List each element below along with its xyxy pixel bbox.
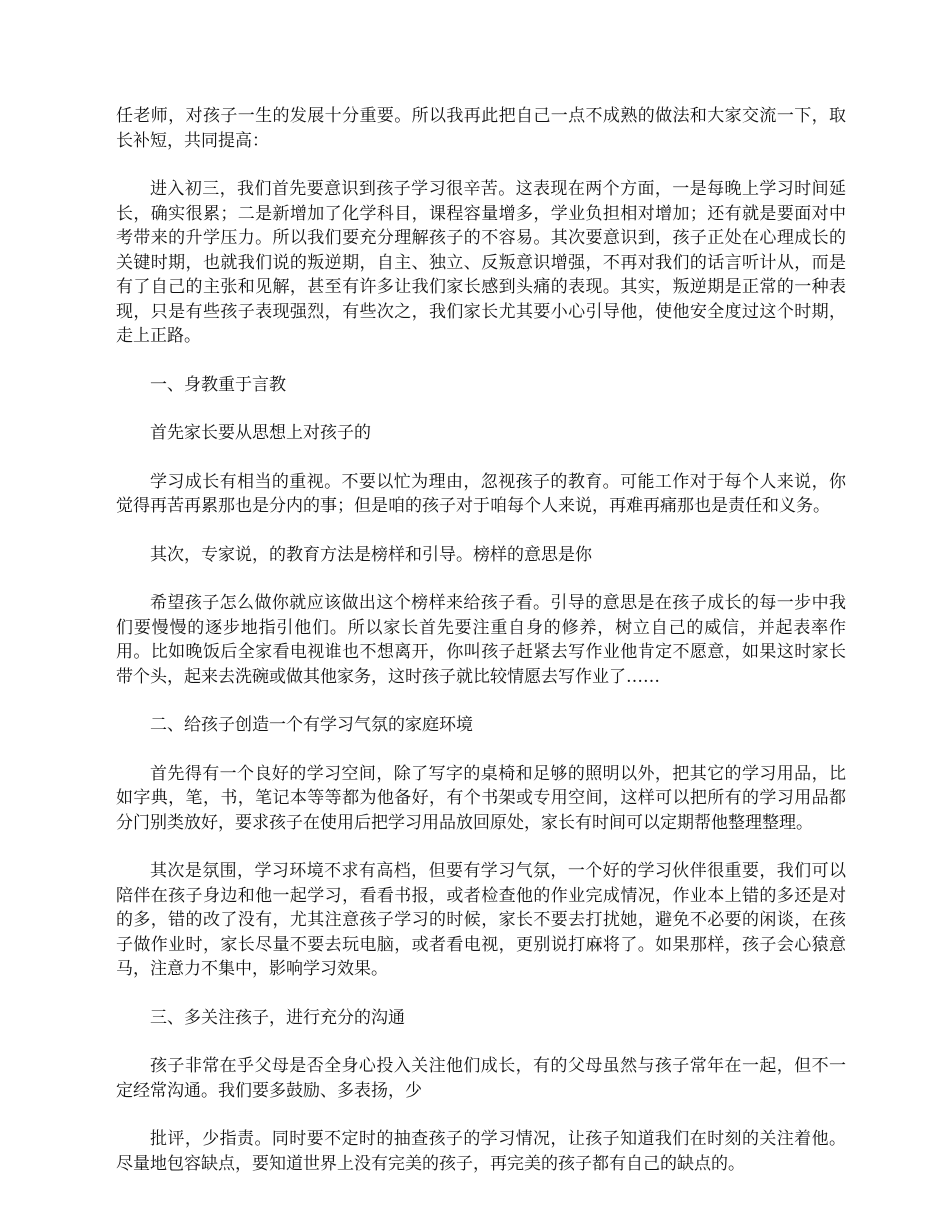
document-page (116, 104, 846, 1200)
paragraph-grade-three-awareness: 进入初三，我们首先要意识到孩子学习很辛苦。这表现在两个方面，一是每晚上学习时间延长，确实很累；二是新增加了化学科目，课程容量增多，学业负担相对增加；还有就是要面对中考带来的升学压力。所以我们要充分理解孩子的不容易。其次要意识到，孩子正处在心理成长的关键时期，也就我们说的叛逆期，自主、独立、反叛意识增强，不再对我们的话言听计从，而是有了自己的主张和见解，甚至有许多让我们家长感到头痛的表现。其实，叛逆期是正常的一种表现，只是有些孩子表现强烈，有些次之，我们家长尤其要小心引导他，使他安全度过这个时期，走上正路。 (116, 179, 846, 346)
paragraph-communication: 孩子非常在乎父母是否全身心投入关注他们成长，有的父母虽然与孩子常年在一起，但不一定经常沟通。我们要多鼓励、多表扬，少 (116, 1056, 846, 1101)
paragraph-attention-to-study: 学习成长有相当的重视。不要以忙为理由，忽视孩子的教育。可能工作对于每个人来说，你觉得再苦再累那也是分内的事；但是咱的孩子对于咱每个人来说，再难再痛那也是责任和义务。 (116, 471, 846, 516)
section-heading-2: 二、给孩子创造一个有学习气氛的家庭环境 (150, 715, 473, 735)
paragraph-study-space: 首先得有一个良好的学习空间，除了写字的桌椅和足够的照明以外，把其它的学习用品，比如字典，笔，书，笔记本等等都为他备好，有个书架或专用空间，这样可以把所有的学习用品都分门别类放好，要求孩子在使用后把学习用品放回原处，家长有时间可以定期帮他整理整理。 (116, 763, 846, 833)
paragraph-example-guidance: 希望孩子怎么做你就应该做出这个榜样来给孩子看。引导的意思是在孩子成长的每一步中我们要慢慢的逐步地指引他们。所以家长首先要注重自身的修养，树立自己的威信，并起表率作用。比如晚饭后全家看电视谁也不想离开，你叫孩子赶紧去写作业他肯定不愿意，如果这时家长带个头，起来去洗碗或做其他家务，这时孩子就比较情愿去写作业了…… (116, 593, 846, 687)
section-heading-3: 三、多关注孩子，进行充分的沟通 (150, 1007, 405, 1028)
paragraph-parents-attitude: 首先家长要从思想上对孩子的 (150, 423, 371, 443)
paragraph-intro-continued: 任老师，对孩子一生的发展十分重要。所以我再此把自己一点不成熟的做法和大家交流一下，取长补短，共同提高： (116, 106, 846, 151)
paragraph-praise-not-blame: 批评，少指责。同时要不定时的抽查孩子的学习情况，让孩子知道我们在时刻的关注着他。尽量地包容缺点，要知道世界上没有完美的孩子，再完美的孩子都有自己的缺点的。 (116, 1129, 846, 1174)
section-heading-1: 一、身教重于言教 (150, 374, 286, 395)
paragraph-study-atmosphere: 其次是氛围，学习环境不求有高档，但要有学习气氛，一个好的学习伙伴很重要，我们可以陪伴在孩子身边和他一起学习，看看书报，或者检查他的作业完成情况，作业本上错的多还是对的多，错的改了没有，尤其注意孩子学习的时候，家长不要去打扰她，避免不必要的闲谈，在孩子做作业时，家长尽量不要去玩电脑，或者看电视，更别说打麻将了。如果那样，孩子会心猿意马，注意力不集中，影响学习效果。 (116, 861, 846, 979)
paragraph-role-model: 其次，专家说，的教育方法是榜样和引导。榜样的意思是你 (150, 544, 592, 565)
